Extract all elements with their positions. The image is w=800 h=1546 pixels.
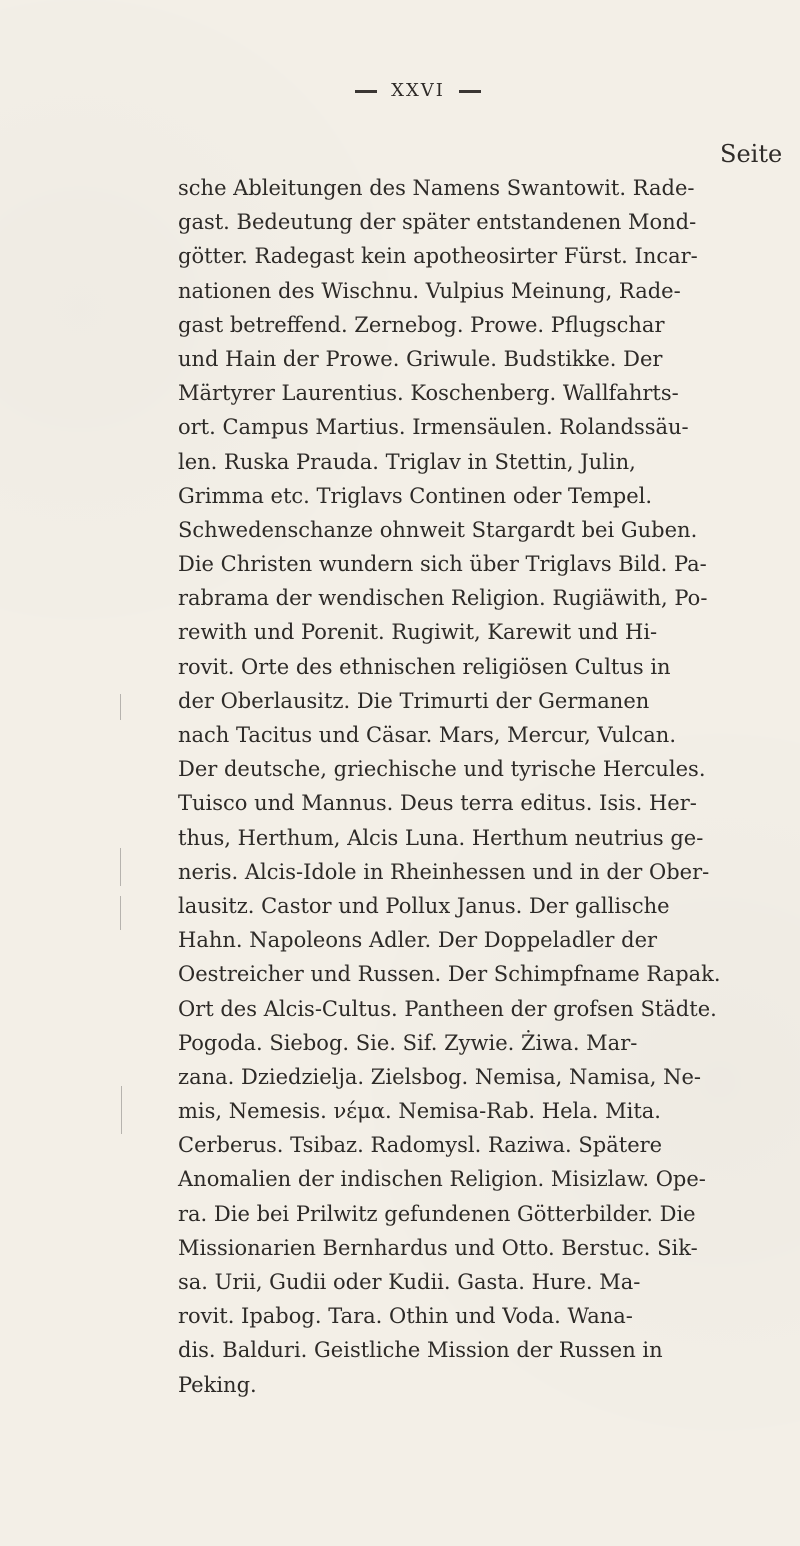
text-line-content: Märtyrer Laurentius. Koschenberg. Wallfahrts- (178, 381, 679, 406)
text-line-content: sche Ableitungen des Namens Swantowit. Rade- (178, 176, 695, 200)
text-line (178, 1265, 756, 1299)
text-line-content: götter. Radegast kein apotheosirter Fürst. Incar- (178, 244, 698, 269)
text-line-content: sa. Urii, Gudii oder Kudii. Gasta. Hure. Ma- (178, 1270, 641, 1294)
text-line-content: Pogoda. Siebog. Sie. Sif. Zywie. Żiwa. Mar- (178, 1030, 638, 1055)
text-line (178, 171, 756, 205)
text-line (178, 718, 756, 752)
text-line-content: Hahn. Napoleons Adler. Der Doppeladler der (178, 928, 658, 953)
text-line (178, 821, 756, 855)
text-line-content: Die Christen wundern sich über Triglavs Bild. Pa- (178, 552, 707, 577)
text-line-content: der Oberlausitz. Die Trimurti der Germanen (178, 688, 650, 713)
text-line (178, 786, 756, 820)
text-line-content: Oestreicher und Russen. Der Schimpfname Rapak. (178, 962, 721, 987)
text-line-content: Ort des Alcis-Cultus. Pantheen der grofsen Städte. (178, 996, 717, 1021)
right-rule (459, 90, 481, 93)
text-line-content: Peking. (178, 1372, 257, 1397)
text-line (178, 479, 756, 513)
text-line-content: Grimma etc. Triglavs Continen oder Tempel. (178, 483, 653, 508)
text-line-content: dis. Balduri. Geistliche Mission der Russen in (178, 1338, 663, 1363)
text-line-content: gast. Bedeutung der später entstandenen Mond- (178, 210, 697, 235)
text-line-content: gast betreffend. Zernebog. Prowe. Pflugschar (178, 312, 665, 337)
text-column (178, 171, 756, 1402)
text-line-content: zana. Dziedzielja. Zielsbog. Nemisa, Namisa, Ne- (178, 1064, 702, 1089)
text-line (178, 1026, 756, 1060)
text-line-content: Missionarien Bernhardus und Otto. Berstuc. Sik- (178, 1235, 698, 1260)
text-line-content: lausitz. Castor und Pollux Janus. Der gallische (178, 893, 670, 918)
seite-label: Seite (720, 140, 783, 168)
text-line-content: rovit. Ipabog. Tara. Othin und Voda. Wana- (178, 1304, 633, 1329)
text-line (178, 1368, 756, 1402)
text-line (178, 513, 756, 547)
text-line (178, 923, 756, 957)
text-line (178, 752, 756, 786)
margin-mark (121, 1086, 122, 1134)
text-line (178, 205, 756, 239)
text-line-content: ra. Die bei Prilwitz gefundenen Götterbilder. Die (178, 1201, 696, 1226)
page-number: XXVI (391, 79, 445, 101)
text-line (178, 1231, 756, 1265)
text-line (178, 581, 756, 615)
text-line-content: rabrama der wendischen Religion. Rugiäwith, Po- (178, 586, 708, 611)
text-line (178, 650, 756, 684)
text-line-content: Anomalien der indischen Religion. Misizlaw. Ope- (178, 1167, 706, 1192)
text-line-content: Schwedenschanze ohnweit Stargardt bei Guben. (178, 517, 698, 542)
text-line (178, 274, 756, 308)
text-line (178, 1060, 756, 1094)
text-line-content: neris. Alcis-Idole in Rheinhessen und in der Ober- (178, 859, 710, 884)
margin-mark (120, 896, 121, 930)
text-line-content: nationen des Wischnu. Vulpius Meinung, Rade- (178, 278, 681, 303)
text-line (178, 1094, 756, 1128)
page-header (308, 76, 528, 104)
text-line (178, 855, 756, 889)
text-line-content: Cerberus. Tsibaz. Radomysl. Raziwa. Spätere (178, 1133, 663, 1158)
text-line (178, 1197, 756, 1231)
text-line-content: Der deutsche, griechische und tyrische Hercules. (178, 757, 706, 782)
text-line (178, 547, 756, 581)
margin-mark (120, 694, 121, 720)
text-line (178, 342, 756, 376)
text-line (178, 308, 756, 342)
left-rule (355, 90, 377, 93)
text-line (178, 376, 756, 410)
text-line-content: rovit. Orte des ethnischen religiösen Cultus in (178, 654, 671, 679)
text-line-content: Tuisco und Mannus. Deus terra editus. Isis. Her- (178, 791, 697, 816)
text-line (178, 992, 756, 1026)
text-line-content: thus, Herthum, Alcis Luna. Herthum neutrius ge- (178, 825, 704, 850)
text-line (178, 445, 756, 479)
text-line (178, 957, 756, 991)
text-line (178, 239, 756, 273)
text-line (178, 410, 756, 444)
margin-mark (120, 848, 121, 886)
text-line (178, 1162, 756, 1196)
text-line-content: nach Tacitus und Cäsar. Mars, Mercur, Vulcan. (178, 723, 677, 747)
text-line (178, 684, 756, 718)
text-line (178, 1333, 756, 1367)
text-line (178, 1128, 756, 1162)
text-line (178, 889, 756, 923)
text-line (178, 1299, 756, 1333)
text-line-content: ort. Campus Martius. Irmensäulen. Rolandssäu- (178, 415, 689, 440)
text-line-content: rewith und Porenit. Rugiwit, Karewit und Hi- (178, 620, 658, 645)
text-line (178, 615, 756, 649)
text-line-content: und Hain der Prowe. Griwule. Budstikke. Der (178, 346, 663, 371)
text-line-content: len. Ruska Prauda. Triglav in Stettin, Julin, (178, 449, 636, 474)
text-line-content: mis, Nemesis. νέμα. Nemisa-Rab. Hela. Mita. (178, 1099, 661, 1124)
